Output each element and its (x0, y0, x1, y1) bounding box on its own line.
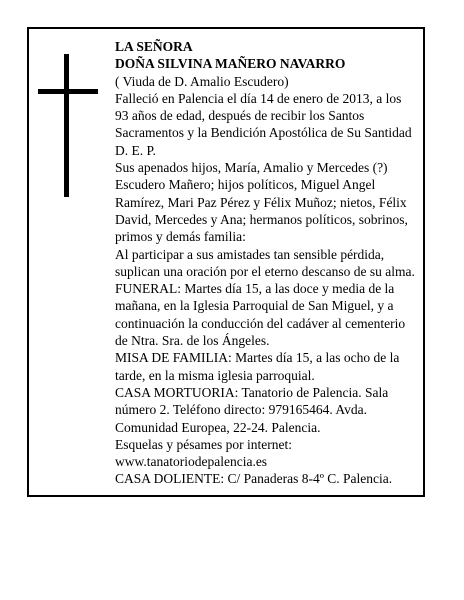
cross-horizontal-bar (38, 89, 98, 94)
cross-icon (38, 54, 98, 197)
widow-note: ( Viuda de D. Amalio Escudero) (115, 73, 289, 89)
mourning-house-info: CASA DOLIENTE: C/ Panaderas 8-4º C. Palencia. (115, 471, 393, 487)
prayer-request: Al participar a sus amistades tan sensible pérdida, suplican una oración por el eterno descanso de su alma. (115, 246, 415, 279)
funeral-home-info: CASA MORTUORIA: Tanatorio de Palencia. Sala número 2. Teléfono directo: 979165464. Avda. Comunidad Europea, 22-24. Palencia. (115, 384, 389, 435)
notice-title: LA SEÑORA (115, 39, 193, 54)
death-statement: Falleció en Palencia el día 14 de enero de 2013, a los 93 años de edad, después de recibir los Santos Sacramentos y la Bendición Apostólica de Su Santidad (115, 90, 412, 141)
cross-vertical-bar (64, 54, 69, 197)
funeral-info: FUNERAL: Martes día 15, a las doce y media de la mañana, en la Iglesia Parroquial de San Miguel, y a continuación la conducción del cadáver al cementerio de Ntra. Sra. de los Ángeles. (115, 281, 406, 349)
family-mass-info: MISA DE FAMILIA: Martes día 15, a las ocho de la tarde, en la misma iglesia parroquial. (115, 350, 400, 383)
online-condolences-url: www.tanatoriodepalencia.es (115, 454, 268, 470)
deceased-name: DOÑA SILVINA MAÑERO NAVARRO (115, 56, 346, 72)
family-list: Sus apenados hijos, María, Amalio y Mercedes (?) Escudero Mañero; hijos políticos, Miguel Angel Ramírez, Mari Paz Pérez y Félix Muñoz; nietos, Félix David, Mercedes y Ana; hermanos políticos, sobrinos, primos y demás familia: (115, 160, 408, 245)
obituary-text (115, 38, 415, 488)
online-condolences-label: Esquelas y pésames por internet: (115, 436, 292, 452)
rip-abbreviation: D. E. P. (115, 142, 156, 158)
